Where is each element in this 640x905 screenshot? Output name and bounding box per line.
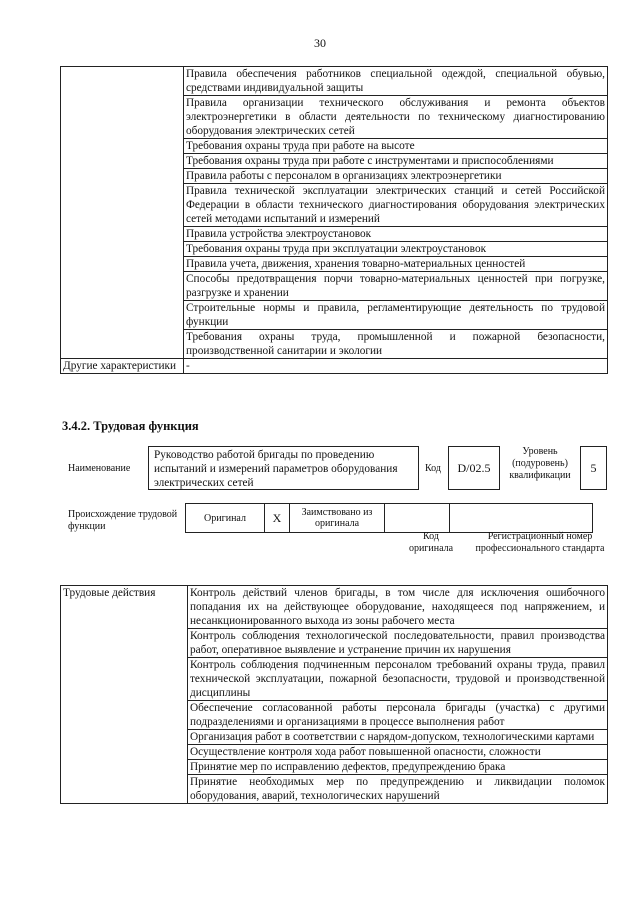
action-item: Контроль соблюдения подчиненным персоналом требований охраны труда, правил технической эксплуатации, пожарной безопасности, трудовой и производственной дисциплины <box>188 658 608 701</box>
original-code-cell <box>384 503 450 533</box>
requirement-item: Требования охраны труда при эксплуатации электроустановок <box>184 242 608 257</box>
original-label: Оригинал <box>185 503 265 533</box>
requirement-item: Способы предотвращения порчи товарно-материальных ценностей при погрузке, разгрузке и хранении <box>184 272 608 301</box>
table-row <box>61 169 608 184</box>
reg-number-label: Регистрационный номер профессионального стандарта <box>475 531 605 554</box>
requirement-item: Правила обеспечения работников специальной одеждой, специальной обувью, средствами индивидуальной защиты <box>184 67 608 96</box>
name-label: Наименование <box>68 463 131 474</box>
table-row <box>61 730 608 745</box>
page-number: 30 <box>314 36 326 50</box>
table-row <box>61 227 608 242</box>
action-item: Принятие мер по исправлению дефектов, предупреждению брака <box>188 760 608 775</box>
table-row <box>61 301 608 330</box>
requirement-item: Правила работы с персоналом в организациях электроэнергетики <box>184 169 608 184</box>
table-row <box>61 257 608 272</box>
code-box: D/02.5 <box>448 446 500 490</box>
table-row <box>61 67 608 96</box>
action-item: Обеспечение согласованной работы персонала бригады (участка) с другими подразделениями и организациями в процессе выполнения работ <box>188 701 608 730</box>
level-label: Уровень (подуровень) квалификации <box>509 446 571 481</box>
requirement-item: Правила учета, движения, хранения товарно-материальных ценностей <box>184 257 608 272</box>
table-row <box>61 272 608 301</box>
original-mark: X <box>264 503 290 533</box>
origin-label: Происхождение трудовой функции <box>68 509 178 532</box>
action-item: Организация работ в соответствии с нарядом-допуском, технологическими картами <box>188 730 608 745</box>
table-row <box>61 96 608 139</box>
table-row <box>61 330 608 359</box>
table-row <box>61 658 608 701</box>
labor-actions-table <box>60 585 608 804</box>
section-title: 3.4.2. Трудовая функция <box>62 419 199 433</box>
requirement-item: Строительные нормы и правила, регламентирующие деятельность по трудовой функции <box>184 301 608 330</box>
borrowed-label: Заимствовано из оригинала <box>289 503 385 533</box>
table-row <box>61 775 608 804</box>
other-characteristics-label: Другие характеристики <box>61 359 184 374</box>
labor-actions-label: Трудовые действия <box>61 586 188 629</box>
level-box: 5 <box>580 446 607 490</box>
requirement-item: Правила организации технического обслуживания и ремонта объектов электроэнергетики в области деятельности по техническому диагностированию оборудования электрических сетей <box>184 96 608 139</box>
code-label: Код <box>425 463 441 474</box>
other-characteristics-value: - <box>184 359 608 374</box>
action-item: Контроль соблюдения технологической последовательности, правил производства работ, оперативное выявление и устранение причин их нарушения <box>188 629 608 658</box>
requirement-item: Правила устройства электроустановок <box>184 227 608 242</box>
table-row <box>61 154 608 169</box>
table-row <box>61 359 608 374</box>
action-item: Осуществление контроля хода работ повышенной опасности, сложности <box>188 745 608 760</box>
action-item: Контроль действий членов бригады, в том числе для исключения ошибочного попадания их на действующее оборудование, находящееся под напряжением, и несанкционированного выхода из зоны рабочего места <box>188 586 608 629</box>
requirement-item: Требования охраны труда, промышленной и пожарной безопасности, производственной санитарии и экологии <box>184 330 608 359</box>
requirement-item: Требования охраны труда при работе с инструментами и приспособлениями <box>184 154 608 169</box>
requirement-item: Требования охраны труда при работе на высоте <box>184 139 608 154</box>
function-name-box: Руководство работой бригады по проведению испытаний и измерений параметров оборудования электрических сетей <box>148 446 419 490</box>
table-row <box>61 701 608 730</box>
table-row <box>61 139 608 154</box>
table-row <box>61 760 608 775</box>
origin-row <box>186 503 593 533</box>
table-row <box>61 745 608 760</box>
reg-number-cell <box>449 503 593 533</box>
requirement-item: Правила технической эксплуатации электрических станций и сетей Российской Федерации в области технического диагностирования оборудования электрических сетей методами испытаний и измерений <box>184 184 608 227</box>
action-item: Принятие необходимых мер по предупреждению и ликвидации поломок оборудования, аварий, технологических нарушений <box>188 775 608 804</box>
table-row <box>61 586 608 629</box>
table-row <box>61 184 608 227</box>
table-row <box>61 629 608 658</box>
table-row <box>61 242 608 257</box>
knowledge-table <box>60 66 608 374</box>
code-original-label: Код оригинала <box>408 531 454 554</box>
